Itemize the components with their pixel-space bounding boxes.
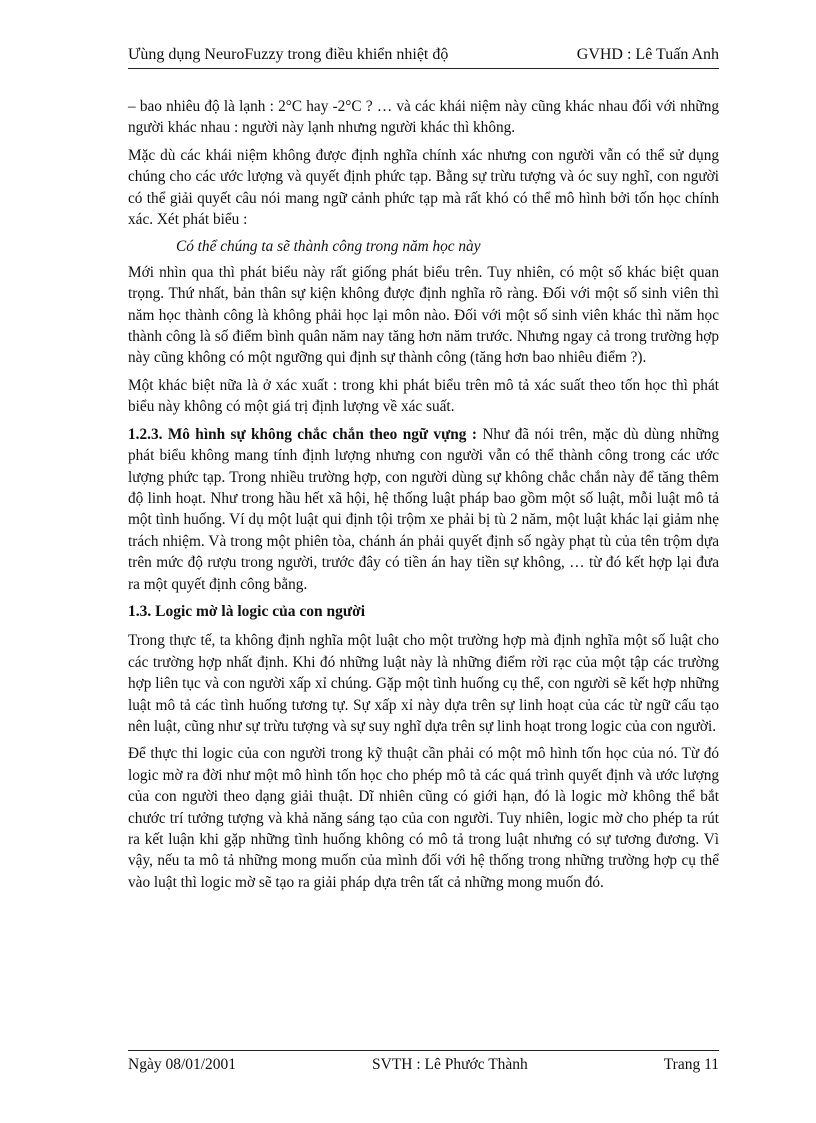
paragraph-6: Trong thực tế, ta không định nghĩa một luật cho một trường hợp mà định nghĩa một số luật cho các trường hợp nhất định. Khi đó những luật này là những điểm rời rạc của một tập các trường hợp liên tục và con người xấp xỉ chúng. Gặp một tình huống cụ thể, con người sẽ kết hợp những luật mô tả các tình huống tương tự. Sự xấp xỉ này dựa trên sự linh hoạt của các từ ngữ cấu tạo nên luật, cũng như sự trừu tượng và sự suy nghĩ dựa trên sự linh hoạt trong logic của con người.: [128, 632, 719, 735]
subsection-heading-1-2-3: 1.2.3. Mô hình sự không chắc chắn theo ngữ vựng :: [128, 425, 477, 443]
header-advisor: GVHD : Lê Tuấn Anh: [576, 46, 719, 63]
page-footer: [128, 1050, 719, 1074]
footer-date: Ngày 08/01/2001: [128, 1056, 237, 1073]
section-heading-1-3: 1.3. Logic mờ là logic của con người: [128, 602, 366, 620]
paragraph-2: Mặc dù các khái niệm không được định nghĩa chính xác nhưng con người vẫn có thể sử dụng chúng cho các ước lượng và quyết định phức tạp. Bằng sự trừu tượng và óc suy nghĩ, con người có thể giải quyết câu nói mang ngữ cảnh phức tạp mà rất khó có thể mô hình bởi tốn học chính xác. Xét phát biểu :: [128, 146, 719, 229]
paragraph-5-text: Như đã nói trên, mặc dù dùng những phát biểu không mang tính định lượng nhưng con người vẫn có thể thành công trong các ước lượng phức tạp. Trong nhiều trường hợp, con người dùng sự không chắc chắn này để tăng thêm độ linh hoạt. Như trong hầu hết xã hội, hệ thống luật pháp bao gồm một số luật, mỗi luật mô tả một tình huống. Ví dụ một luật qui định tội trộm xe phải bị tù 2 năm, một luật khác lại giảm nhẹ trách nhiệm. Và trong một phiên tòa, chánh án phải quyết định số ngày phạt tù của tên trộm dựa trên mức độ rượu trong người, trước đây có tiền án hay tiền sự không, … từ đó kết hợp lại đưa ra một quyết định công bằng.: [128, 425, 719, 593]
footer-student: SVTH : Lê Phước Thành: [372, 1056, 528, 1073]
example-statement: Có thể chúng ta sẽ thành công trong năm học này: [176, 238, 481, 256]
paragraph-5: [128, 424, 719, 595]
paragraph-7: Để thực thi logic của con người trong kỹ thuật cần phải có một mô hình tốn học của nó. Từ đó logic mờ ra đời như một mô hình tốn học cho phép mô tả các quá trình quyết định và ước lượng của con người theo dạng giải thuật. Dĩ nhiên cũng có giới hạn, đó là logic mờ không thể bắt chước trí tưởng tượng và khả năng sáng tạo của con người. Tuy nhiên, logic mờ cho phép ta rút ra kết luận khi gặp những tình huống không có mô tả trong luật nhưng có sự tương đương. Vì vậy, nếu ta mô tả những mong muốn của mình đối với hệ thống trong những trường hợp cụ thể vào luật thì logic mờ sẽ tạo ra giải pháp dựa trên tất cả những mong muốn đó.: [128, 745, 719, 891]
paragraph-1: – bao nhiêu độ là lạnh : 2°C hay -2°C ? … và các khái niệm này cũng khác nhau đối với những người khác nhau : người này lạnh nhưng người khác thì không.: [128, 98, 719, 137]
page-header: [128, 46, 719, 69]
paragraph-3: Mới nhìn qua thì phát biểu này rất giống phát biểu trên. Tuy nhiên, có một số khác biệt quan trọng. Thứ nhất, bản thân sự kiện không được định nghĩa rõ ràng. Đối với một số sinh viên thì năm học thành công là không phải học lại môn nào. Đối với một số sinh viên khác thì năm học thành công là số điểm bình quân năm nay tăng hơn năm trước. Nhưng ngay cả trong trường hợp này cũng không có một ngưỡng qui định sự thành công (tăng hơn bao nhiêu điểm ?).: [128, 263, 719, 367]
paragraph-4: Một khác biệt nữa là ở xác xuất : trong khi phát biểu trên mô tả xác suất theo tốn học thì phát biểu này không có một giá trị định lượng về xác suất.: [128, 376, 719, 416]
footer-page-number: Trang 11: [663, 1056, 719, 1073]
header-title: Ưùng dụng NeuroFuzzy trong điều khiển nhiệt độ: [128, 46, 449, 63]
page-content: [128, 96, 719, 899]
